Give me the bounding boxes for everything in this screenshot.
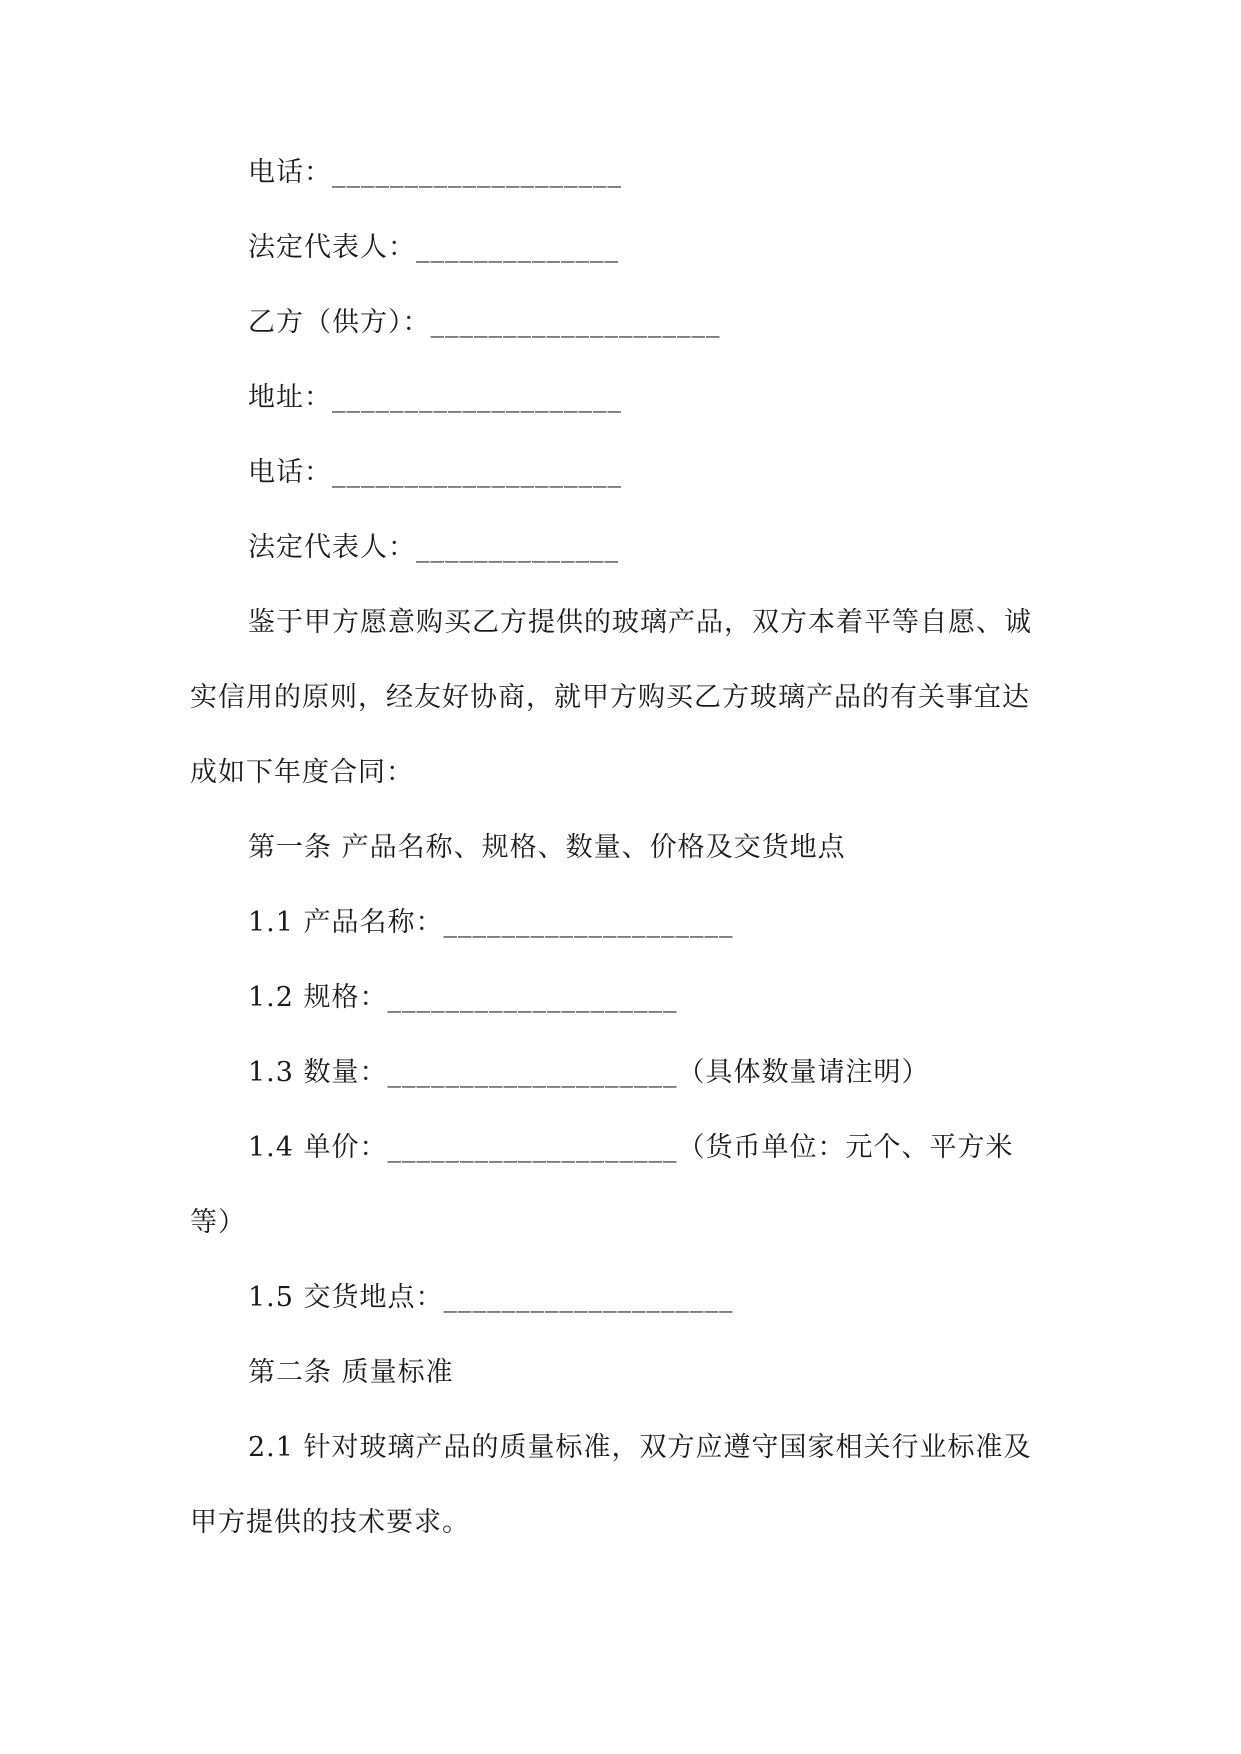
clause-1-3-quantity: 1.3 数量：____________________（具体数量请注明） xyxy=(248,1057,930,1088)
clause-2-1-quality-line-1: 2.1 针对玻璃产品的质量标准，双方应遵守国家相关行业标准及 xyxy=(248,1432,1032,1463)
article-1-heading: 第一条 产品名称、规格、数量、价格及交货地点 xyxy=(248,832,846,863)
clause-1-1-product-name: 1.1 产品名称：____________________ xyxy=(248,907,734,938)
clause-1-4-unit-price: 1.4 单价：____________________（货币单位：元个、平方米 xyxy=(248,1132,1014,1163)
supplier-phone-line: 电话：____________________ xyxy=(248,457,622,488)
supplier-legal-rep-line: 法定代表人：______________ xyxy=(248,532,619,563)
clause-1-4-continuation: 等） xyxy=(190,1207,246,1238)
clause-1-2-specification: 1.2 规格：____________________ xyxy=(248,982,678,1013)
buyer-legal-rep-line: 法定代表人：______________ xyxy=(248,232,619,263)
preamble-line-1: 鉴于甲方愿意购买乙方提供的玻璃产品，双方本着平等自愿、诚 xyxy=(248,607,1032,638)
supplier-address-line: 地址：____________________ xyxy=(248,382,622,413)
buyer-phone-line: 电话：____________________ xyxy=(248,157,622,188)
party-b-supplier-line: 乙方（供方）：____________________ xyxy=(248,307,721,338)
preamble-line-2: 实信用的原则，经友好协商，就甲方购买乙方玻璃产品的有关事宜达 xyxy=(190,682,1030,713)
article-2-heading: 第二条 质量标准 xyxy=(248,1357,454,1388)
clause-2-1-quality-line-2: 甲方提供的技术要求。 xyxy=(190,1507,470,1538)
clause-1-5-delivery-location: 1.5 交货地点：____________________ xyxy=(248,1282,734,1313)
preamble-line-3: 成如下年度合同： xyxy=(190,757,414,788)
